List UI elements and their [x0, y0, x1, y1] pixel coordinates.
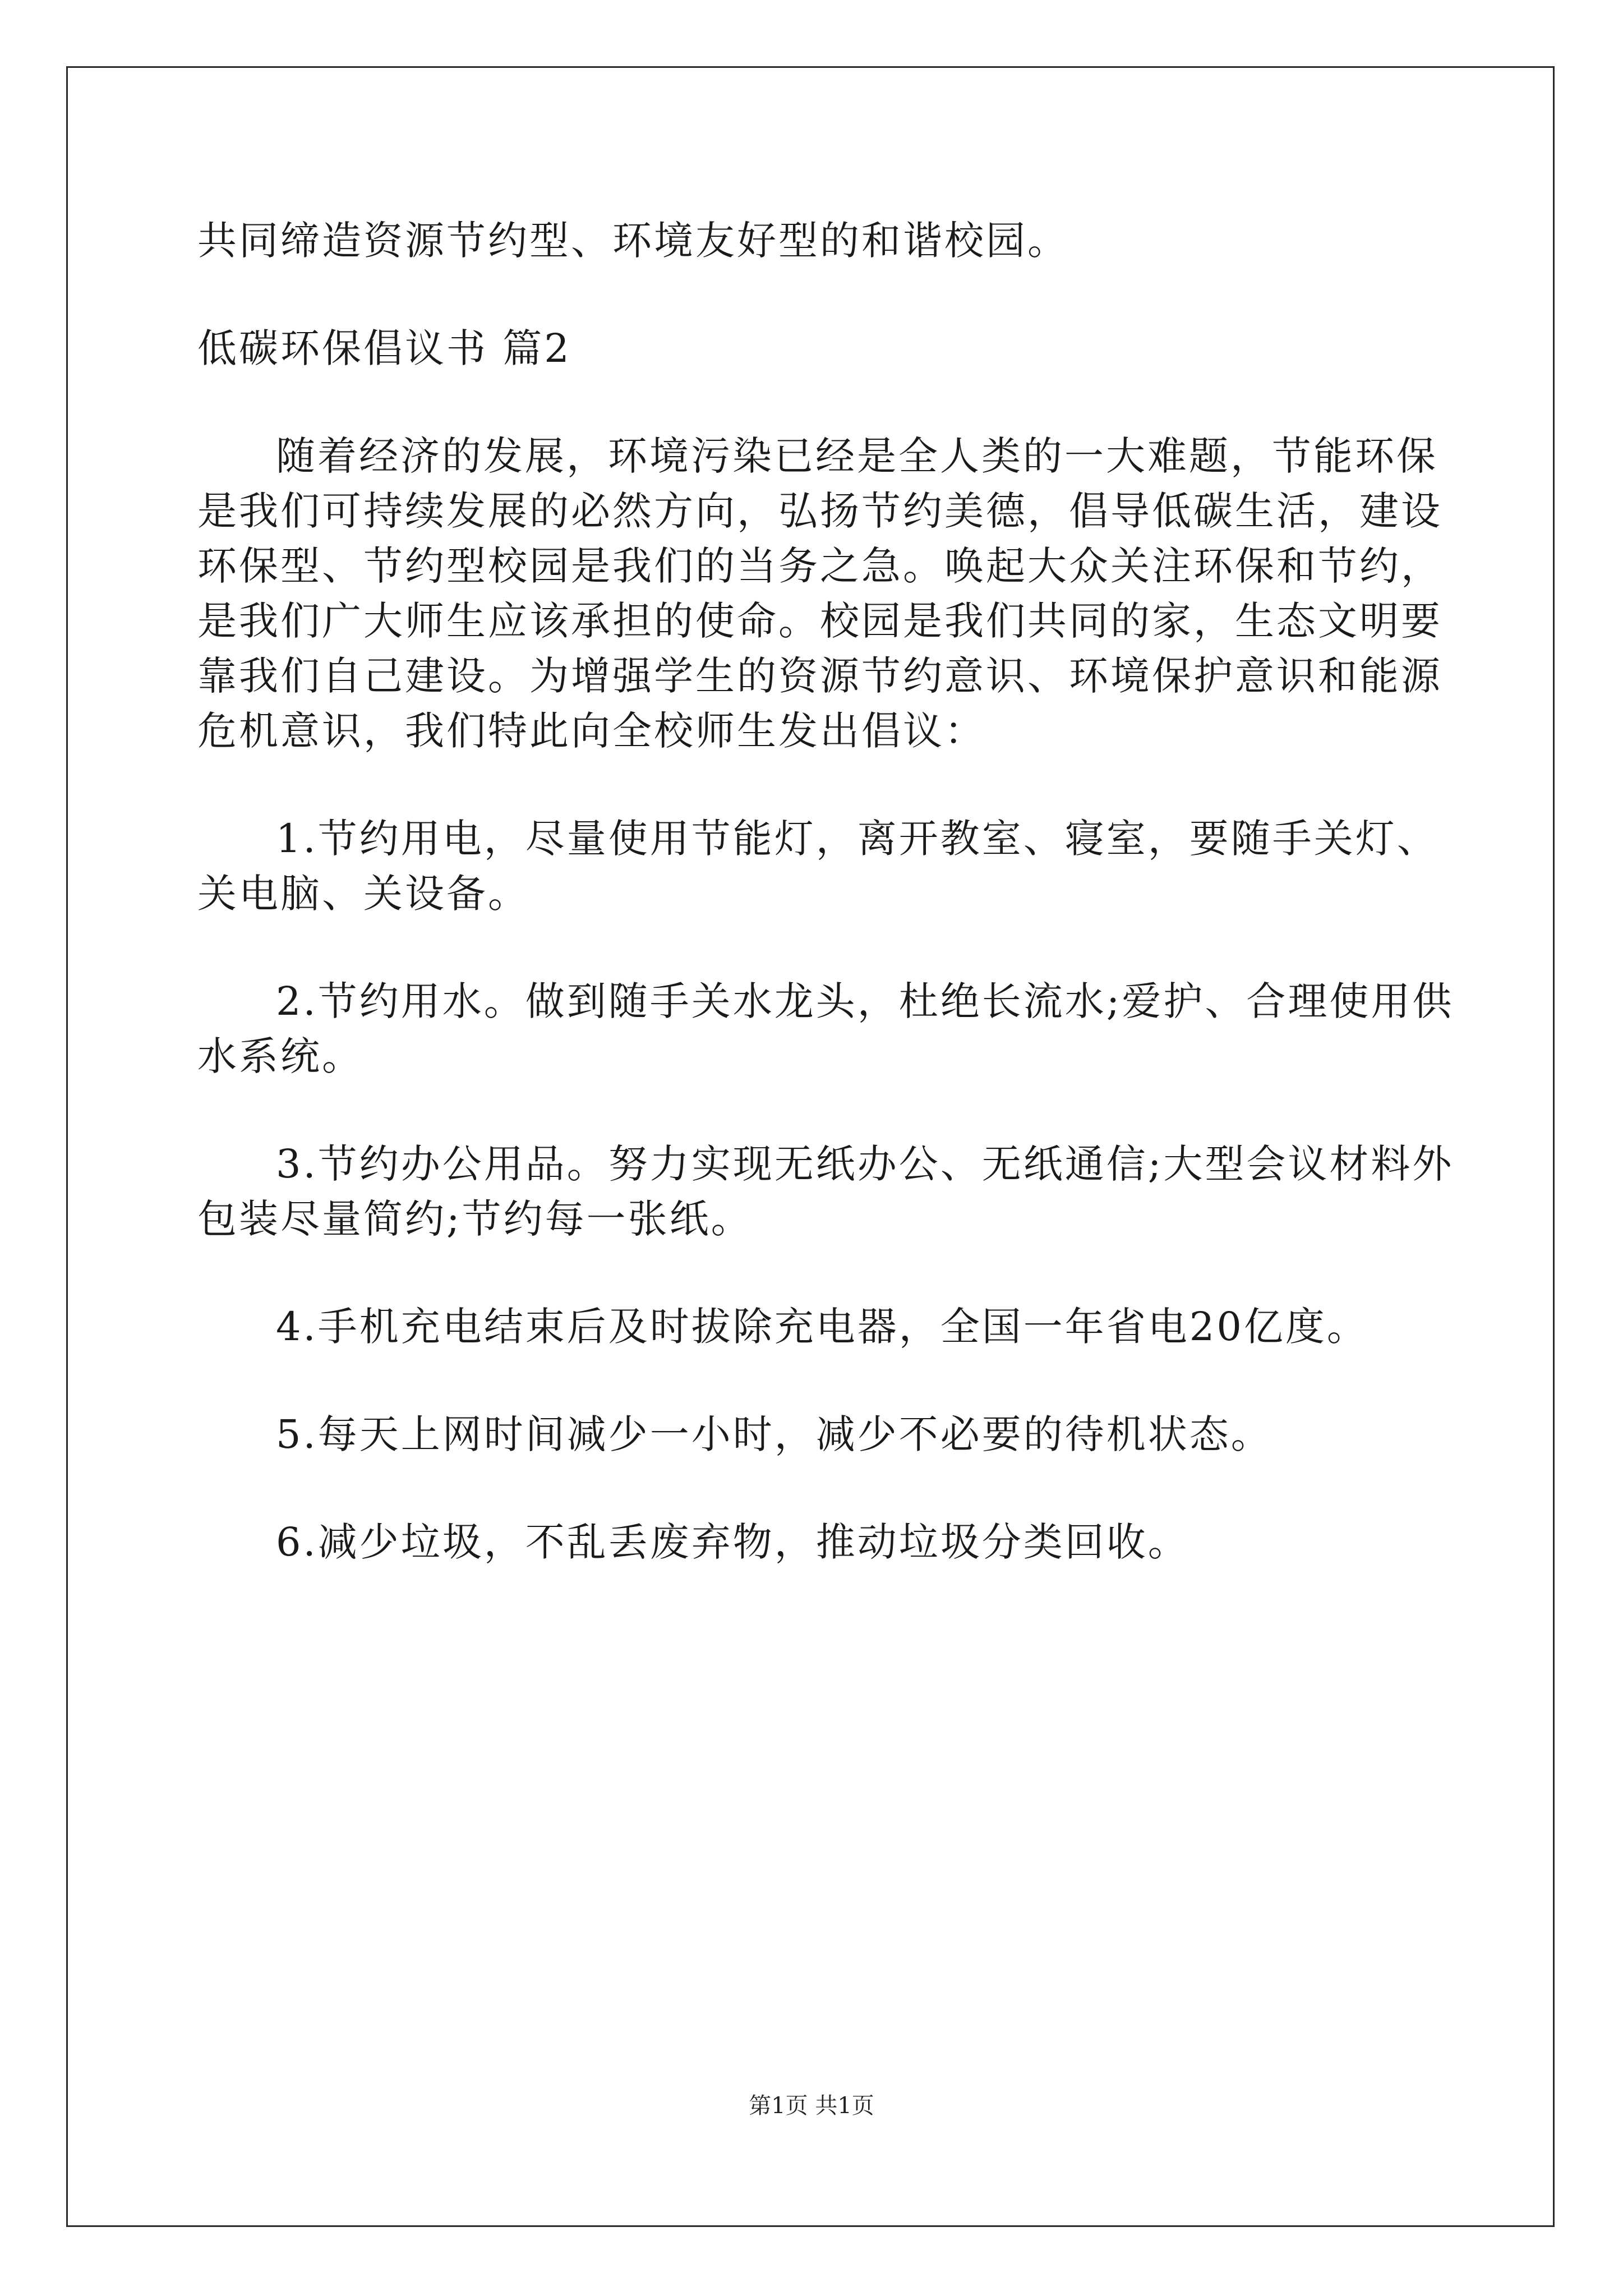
- list-item-2: [197, 974, 1454, 1084]
- paragraph-intro: [197, 429, 1442, 758]
- section-heading: [197, 321, 1431, 376]
- text-line: 5.每天上网时间减少一小时，减少不必要的待机状态。: [276, 1411, 1272, 1457]
- text-line: 随着经济的发展，环境污染已经是全人类的一大难题，节能环保: [276, 433, 1438, 479]
- paragraph-closing: [197, 213, 1431, 268]
- list-item-6: [197, 1515, 1431, 1570]
- text-line: 3.节约办公用品。努力实现无纸办公、无纸通信;大型会议材料外: [276, 1141, 1454, 1187]
- list-item-4: [197, 1299, 1431, 1354]
- text-line: 是我们可持续发展的必然方向，弘扬节约美德，倡导低碳生活，建设: [197, 488, 1442, 534]
- text-line: 6.减少垃圾，不乱丢废弃物，推动垃圾分类回收。: [276, 1519, 1189, 1565]
- text-line: 环保型、节约型校园是我们的当务之急。唤起大众关注环保和节约，: [197, 543, 1442, 589]
- list-item-1: [197, 811, 1438, 921]
- text-line: 共同缔造资源节约型、环境友好型的和谐校园。: [197, 218, 1069, 264]
- document-body: [197, 213, 1454, 1622]
- text-line: 1.节约用电，尽量使用节能灯，离开教室、寝室，要随手关灯、: [276, 816, 1438, 862]
- text-line: 关电脑、关设备。: [197, 871, 529, 917]
- heading-text: 低碳环保倡议书 篇2: [197, 325, 571, 371]
- text-line: 水系统。: [197, 1033, 363, 1079]
- list-item-5: [197, 1407, 1431, 1462]
- text-line: 2.节约用水。做到随手关水龙头，杜绝长流水;爱护、合理使用供: [276, 978, 1454, 1024]
- text-line: 是我们广大师生应该承担的使命。校园是我们共同的家，生态文明要: [197, 598, 1442, 644]
- text-line: 靠我们自己建设。为增强学生的资源节约意识、环境保护意识和能源: [197, 653, 1442, 699]
- text-line: 4.手机充电结束后及时拔除充电器，全国一年省电20亿度。: [276, 1304, 1368, 1350]
- text-line: 包装尽量简约;节约每一张纸。: [197, 1196, 753, 1242]
- text-line: 危机意识，我们特此向全校师生发出倡议：: [197, 708, 986, 754]
- list-item-3: [197, 1137, 1454, 1246]
- page-footer: 第1页 共1页: [749, 2093, 874, 2119]
